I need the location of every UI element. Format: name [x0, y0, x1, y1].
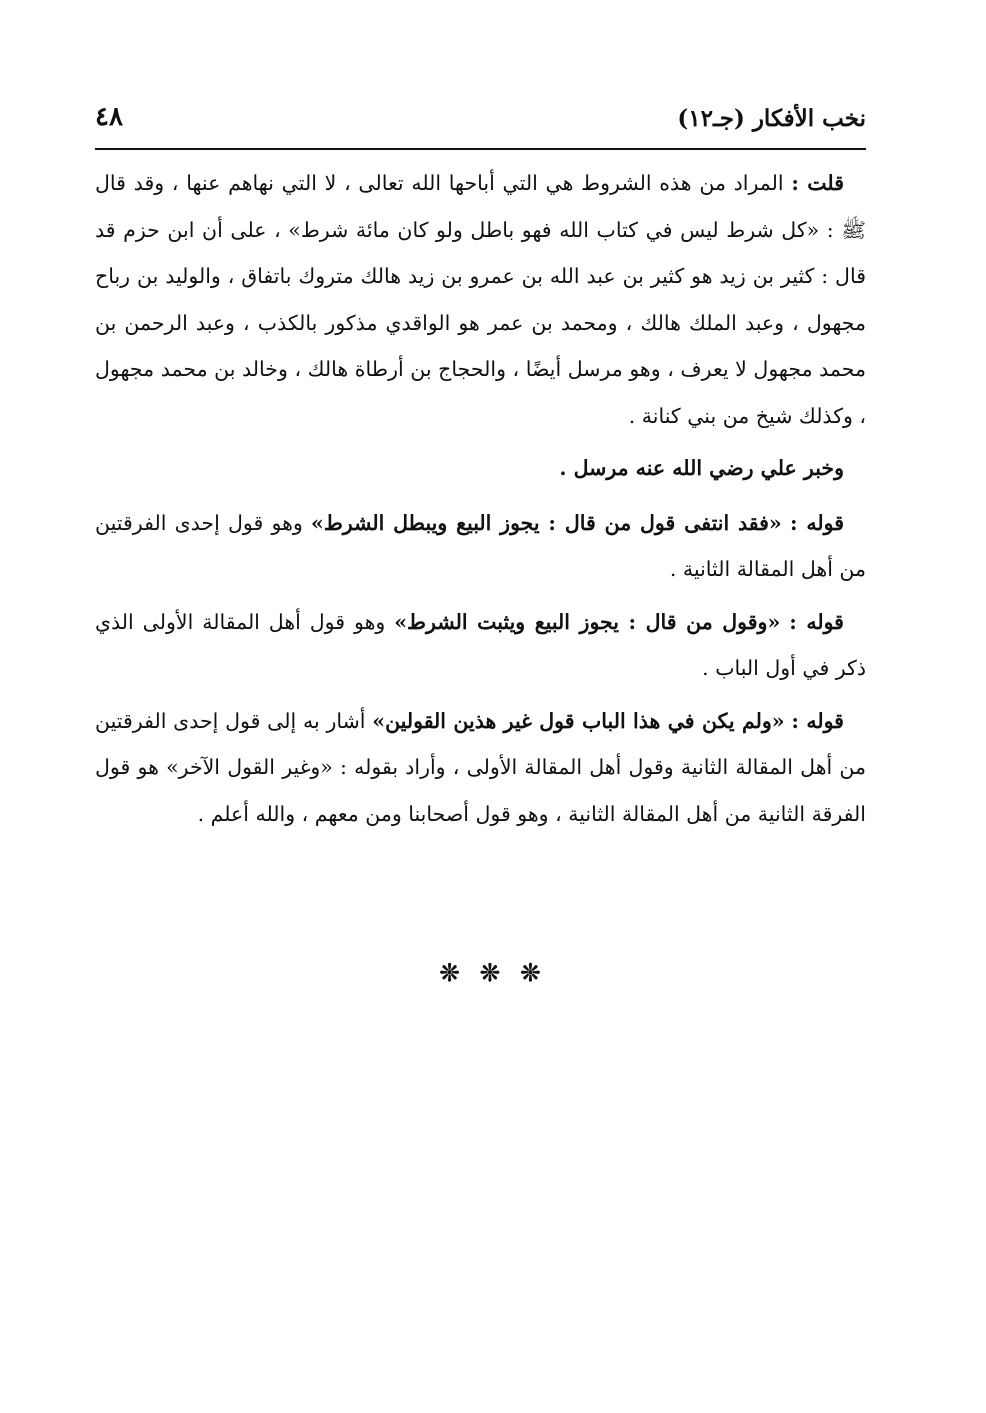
section-separator: ❊ ❊ ❊ [439, 958, 547, 987]
paragraph-lead: قوله : [789, 510, 844, 535]
paragraph-text: وخبر علي رضي الله عنه مرسل . [559, 456, 844, 480]
paragraph-text: وهو قول أهل المقالة الأولى الذي ذكر في أول الباب . [95, 609, 866, 680]
paragraph-lead: قوله : [791, 708, 844, 733]
paragraph-quote: «ولم يكن في هذا الباب قول غير هذين القولين» [372, 708, 785, 733]
paragraph-text: المراد من هذه الشروط هي التي أباحها الله تعالى ، لا التي نهاهم عنها ، وقد قال ﷺ : «كل شرط ليس في كتاب الله فهو باطل ولو كان مائة شرط» ، على أن ابن حزم قد قال : كثير بن زيد هو كثير بن عبد الله بن عمرو بن زيد هالك متروك باتفاق ، والوليد بن رباح مجهول ، وعبد الملك هالك ، ومحمد بن عمر هو الواقدي مذكور بالكذب ، وعبد الرحمن بن محمد مجهول لا يعرف ، وهو مرسل أيضًا ، والحجاج بن أرطاة هالك ، وخالد بن محمد مجهول ، وكذلك شيخ من بني كنانة . [95, 171, 866, 428]
paragraph-1 [95, 160, 866, 439]
paragraph-lead: قلت : [791, 171, 845, 195]
running-title: نخب الأفكار (جـ١٢) [677, 105, 866, 132]
paragraph-3 [95, 500, 866, 593]
header-rule [95, 148, 866, 150]
paragraph-5 [95, 698, 866, 838]
page-number: ٤٨ [95, 102, 123, 132]
paragraph-quote: «فقد انتفى قول من قال : يجوز البيع ويبطل الشرط» [311, 510, 782, 535]
page-header [95, 96, 866, 132]
paragraph-2 [95, 445, 866, 492]
paragraph-text: وهو قول إحدى الفرقتين من أهل المقالة الثانية . [95, 510, 866, 581]
paragraph-text: أشار به إلى قول إحدى الفرقتين من أهل المقالة الثانية وقول أهل المقالة الأولى ، وأراد بقوله : «وغير القول الآخر» هو قول الفرقة الثانية من أهل المقالة الثانية ، وهو قول أصحابنا ومن معهم ، والله أعلم . [95, 708, 866, 826]
paragraph-lead: قوله : [789, 609, 844, 634]
body-text [95, 160, 866, 843]
paragraph-quote: «وقول من قال : يجوز البيع ويثبت الشرط» [394, 609, 781, 634]
paragraph-4 [95, 599, 866, 692]
